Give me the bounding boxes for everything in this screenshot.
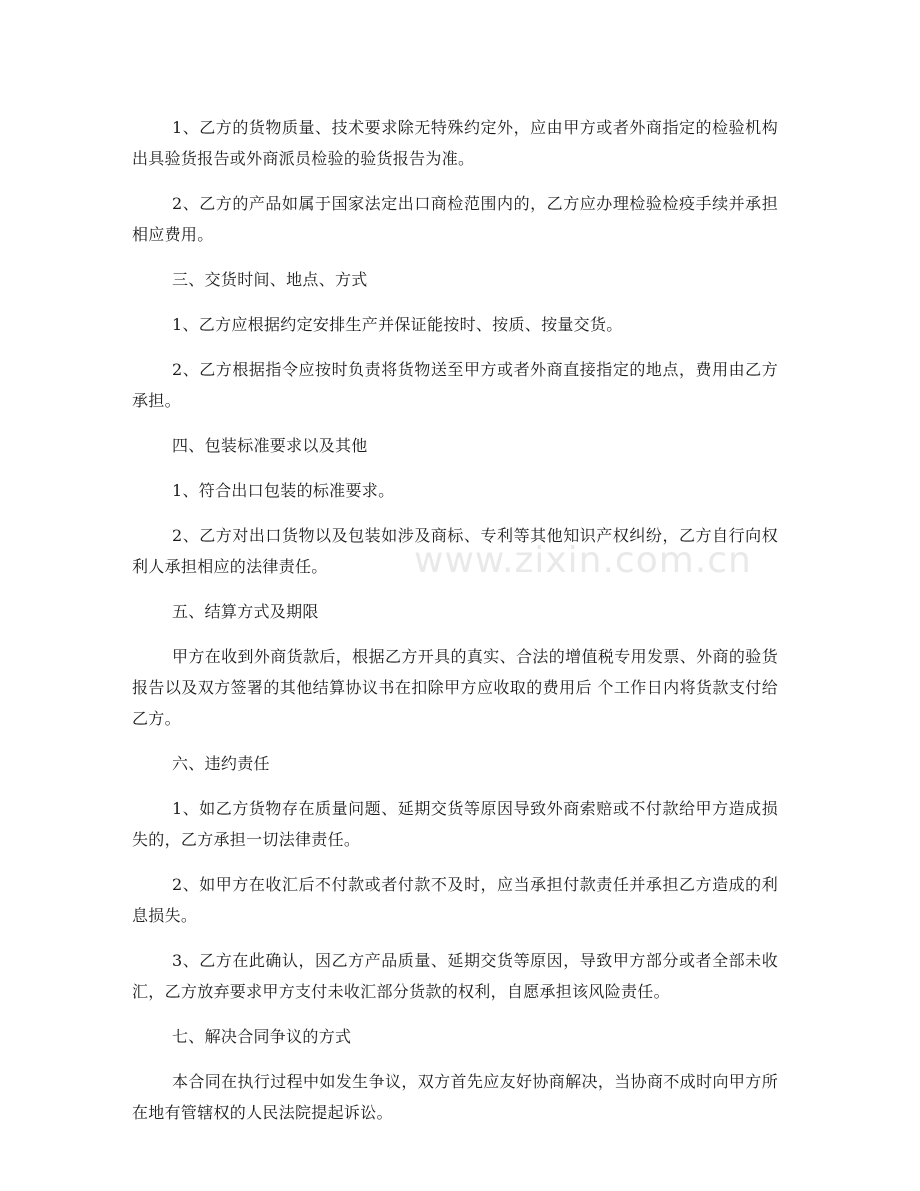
clause-delivery-location: 2、乙方根据指令应按时负责将货物送至甲方或者外商直接指定的地点，费用由乙方承担。 [132,360,778,410]
clause-quality-inspection: 1、乙方的货物质量、技术要求除无特殊约定外，应由甲方或者外商指定的检验机构出具验货报告或外商派员检验的验货报告为准。 [132,118,778,168]
clause-packaging-standard: 1、符合出口包装的标准要求。 [172,481,395,500]
clause-delivery-schedule: 1、乙方应根据约定安排生产并保证能按时、按质、按量交货。 [172,315,623,334]
section-heading-packaging: 四、包装标准要求以及其他 [172,436,368,455]
clause-liability-supplier: 1、如乙方货物存在质量问题、延期交货等原因导致外商索赔或不付款给甲方造成损失的，乙方承担一切法律责任。 [132,799,778,849]
contract-body [132,112,778,1142]
clause-liability-risk: 3、乙方在此确认，因乙方产品质量、延期交货等原因，导致甲方部分或者全部未收汇，乙方放弃要求甲方支付未收汇部分货款的权利，自愿承担该风险责任。 [132,951,778,1001]
watermark: www.zixin.com.cn [414,540,752,581]
section-heading-settlement: 五、结算方式及期限 [172,602,319,621]
section-heading-disputes: 七、解决合同争议的方式 [172,1027,352,1046]
clause-dispute-resolution: 本合同在执行过程中如发生争议，双方首先应友好协商解决，当协商不成时向甲方所在地有管辖权的人民法院提起诉讼。 [132,1072,778,1122]
section-heading-delivery: 三、交货时间、地点、方式 [172,270,368,289]
clause-liability-buyer: 2、如甲方在收汇后不付款或者付款不及时，应当承担付款责任并承担乙方造成的利息损失。 [132,875,778,925]
section-heading-liability: 六、违约责任 [172,754,270,773]
clause-legal-inspection: 2、乙方的产品如属于国家法定出口商检范围内的，乙方应办理检验检疫手续并承担相应费用。 [132,194,778,244]
clause-settlement-terms: 甲方在收到外商货款后，根据乙方开具的真实、合法的增值税专用发票、外商的验货报告以及双方签署的其他结算协议书在扣除甲方应收取的费用后 个工作日内将货款支付给乙方。 [132,647,778,728]
clause-intellectual-property: 2、乙方对出口货物以及包装如涉及商标、专利等其他知识产权纠纷，乙方自行向权利人承担相应的法律责任。 [132,526,778,576]
